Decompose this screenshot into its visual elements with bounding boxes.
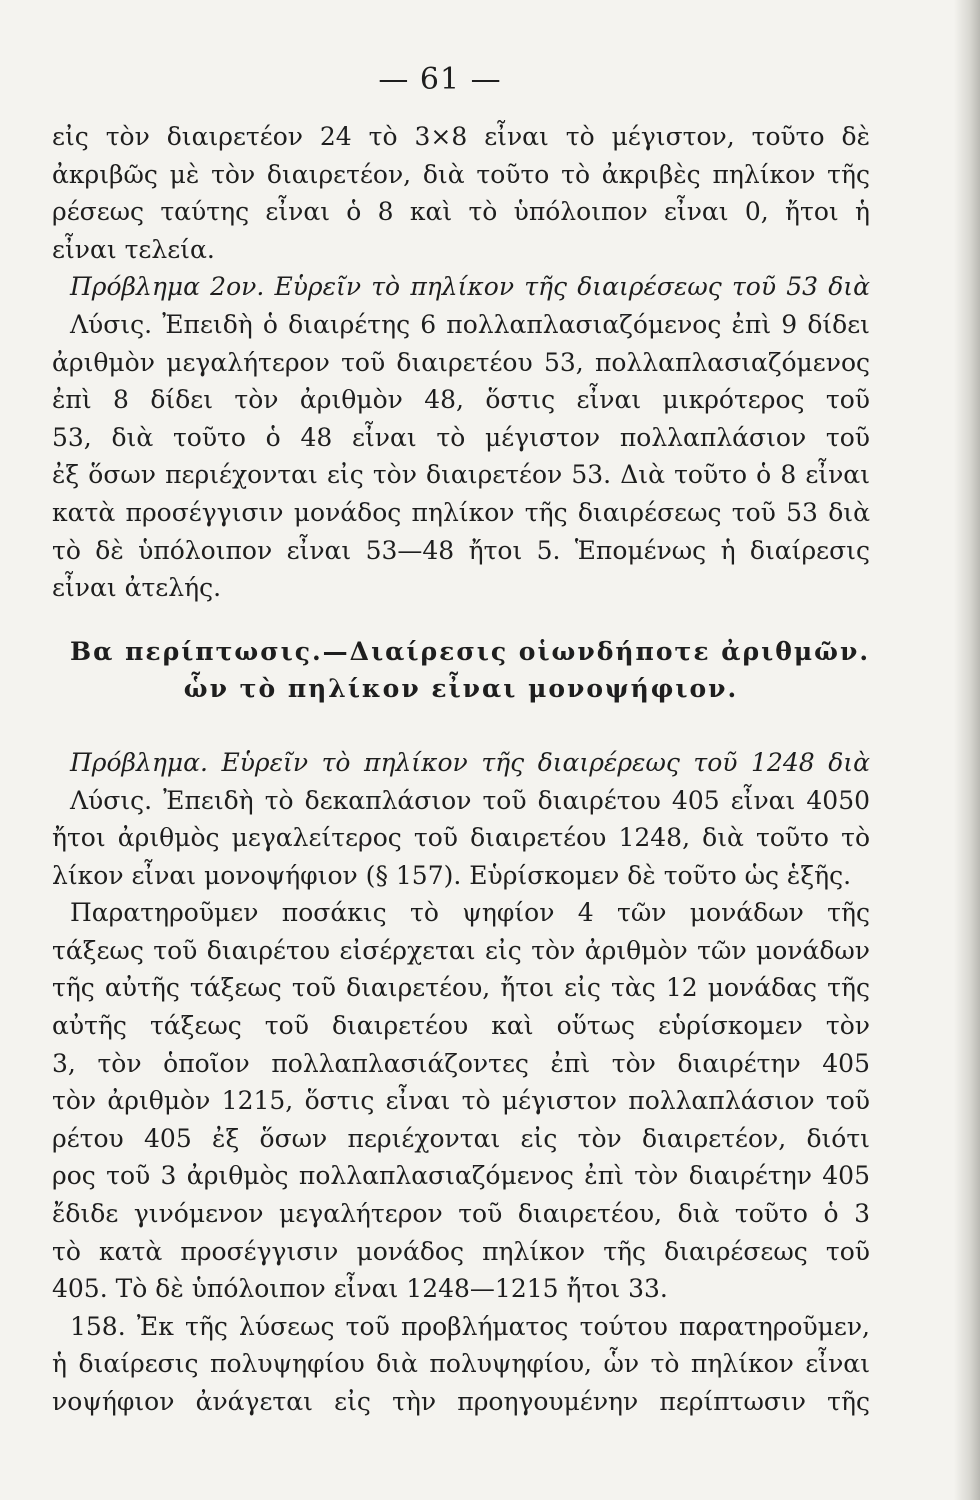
text-line: 405. Τὸ δὲ ὑπόλοιπον εἶναι 1248—1215 ἤτοι 33.: [52, 1274, 668, 1304]
text-line: τῆς αὐτῆς τάξεως τοῦ διαιρετέου, ἤτοι εἰς τὰς 12 μονάδας τῆς: [52, 973, 870, 1003]
text-line: εἶναι ἀτελής.: [52, 573, 222, 603]
case-heading-line-1: Βα περίπτωσις.—Διαίρεσις οἱωνδήποτε ἀριθμῶν.: [70, 636, 870, 666]
solution-3: [52, 782, 870, 895]
text-line: ἡ διαίρεσις πολυψηφίου διὰ πολυψηφίου, ὧν τὸ πηλίκον εἶναι: [52, 1349, 870, 1379]
text-line: τὸν ἀριθμὸν 1215, ὅστις εἶναι τὸ μέγιστον πολλαπλάσιον τοῦ: [52, 1086, 870, 1116]
text-line: ἀριθμὸν μεγαλήτερον τοῦ διαιρετέου 53, πολλαπλασιαζόμενος: [52, 347, 870, 377]
text-line: ἔδιδε γινόμενον μεγαλήτερον τοῦ διαιρετέου, διὰ τοῦτο ὁ 3: [52, 1199, 870, 1229]
text-line: τὸ κατὰ προσέγγισιν μονάδος πηλίκον τῆς διαιρέσεως τοῦ: [52, 1236, 870, 1266]
text-line: Παρατηροῦμεν ποσάκις τὸ ψηφίον 4 τῶν μονάδων τῆς: [70, 898, 870, 928]
paragraph-1: [52, 118, 870, 268]
text-line: ἤτοι ἀριθμὸς μεγαλείτερος τοῦ διαιρετέου 1248, διὰ τοῦτο τὸ: [52, 823, 870, 853]
text-line: ἐξ ὅσων περιέχονται εἰς τὸν διαιρετέον 53. Διὰ τοῦτο ὁ 8 εἶναι: [52, 460, 870, 490]
text-line: ἐπὶ 8 δίδει τὸν ἀριθμὸν 48, ὅστις εἶναι μικρότερος τοῦ: [52, 385, 870, 415]
page-edge-shadow: [954, 0, 980, 1500]
text-line: αὐτῆς τάξεως τοῦ διαιρετέου καὶ οὕτως εὑρίσκομεν τὸν: [52, 1011, 870, 1041]
solution-2: [52, 306, 870, 607]
text-line: τὸ δὲ ὑπόλοιπον εἶναι 53—48 ἤτοι 5. Ἑπομένως ἡ διαίρεσις: [52, 535, 870, 565]
text-line: κατὰ προσέγγισιν μονάδος πηλίκον τῆς διαιρέσεως τοῦ 53 διὰ: [52, 497, 870, 527]
problem-2-statement: Πρόβλημα 2ον. Εὑρεῖν τὸ πηλίκον τῆς διαιρέσεως τοῦ 53 διὰ: [70, 272, 870, 302]
text-line: Λύσις. Ἐπειδὴ ὁ διαιρέτης 6 πολλαπλασιαζόμενος ἐπὶ 9 δίδει: [70, 309, 870, 339]
text-line: ρος τοῦ 3 ἀριθμὸς πολλαπλασιαζόμενος ἐπὶ τὸν διαιρέτην 405: [52, 1161, 870, 1191]
text-line: ἀκριβῶς μὲ τὸν διαιρετέον, διὰ τοῦτο τὸ ἀκριβὲς πηλίκον τῆς: [52, 159, 870, 189]
text-line: νοψήφιον ἀνάγεται εἰς τὴν προηγουμένην περίπτωσιν τῆς: [52, 1387, 870, 1416]
problem-3-statement: Πρόβλημα. Εὑρεῖν τὸ πηλίκον τῆς διαιρέρεως τοῦ 1248 διὰ: [70, 747, 870, 777]
text-line: ρέτου 405 ἐξ ὅσων περιέχονται εἰς τὸν διαιρετέον, διότι: [52, 1123, 870, 1153]
body-text: [52, 118, 870, 1421]
text-line: 3, τὸν ὁποῖον πολλαπλασιάζοντες ἐπὶ τὸν διαιρέτην 405: [52, 1048, 870, 1078]
case-heading-line-2: ὧν τὸ πηλίκον εἶναι μονοψήφιον.: [183, 674, 739, 704]
text-line: ρέσεως ταύτης εἶναι ὁ 8 καὶ τὸ ὑπόλοιπον εἶναι 0, ἤτοι ἡ: [52, 197, 870, 227]
text-line: λίκον εἶναι μονοψήφιον (§ 157). Εὑρίσκομεν δὲ τοῦτο ὡς ἑξῆς.: [52, 860, 852, 890]
page-number: — 61 —: [378, 62, 502, 97]
paragraph-158: [52, 1308, 870, 1421]
text-line: 158. Ἐκ τῆς λύσεως τοῦ προβλήματος τούτου παρατηροῦμεν,: [70, 1311, 870, 1341]
text-line: 53, διὰ τοῦτο ὁ 48 εἶναι τὸ μέγιστον πολλαπλάσιον τοῦ: [52, 422, 870, 452]
text-line: Λύσις. Ἐπειδὴ τὸ δεκαπλάσιον τοῦ διαιρέτου 405 εἶναι 4050: [70, 785, 870, 815]
text-line: εἶναι τελεία.: [52, 234, 215, 264]
text-line: τάξεως τοῦ διαιρέτου εἰσέρχεται εἰς τὸν ἀριθμὸν τῶν μονάδων: [52, 935, 870, 965]
paragraph-observe: [52, 894, 870, 1308]
case-heading: [52, 633, 870, 708]
text-line: εἰς τὸν διαιρετέον 24 τὸ 3×8 εἶναι τὸ μέγιστον, τοῦτο δὲ: [52, 122, 870, 151]
